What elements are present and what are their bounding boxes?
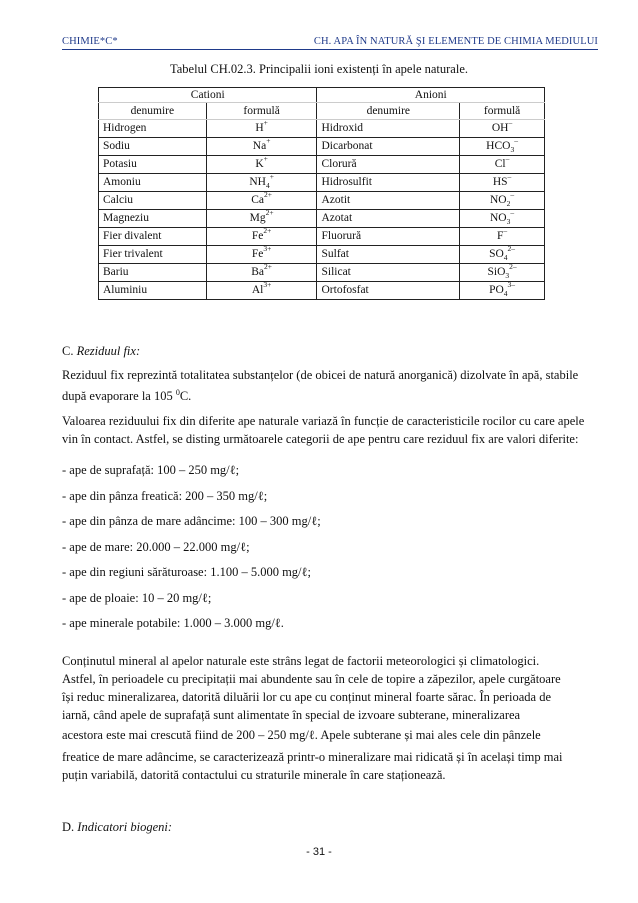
header-right: CH. APA ÎN NATURĂ ŞI ELEMENTE DE CHIMIA MEDIULUI — [313, 36, 598, 47]
anion-name-cell: Silicat — [317, 264, 460, 282]
p2-text: Valoarea reziduului fix din diferite ape naturale variază în funcție de caracteristicile rocilor cu care apele vin în contact. Astfel, se disting următoarele categorii de ape pentru care reziduul fix are valori diferite: — [62, 414, 585, 446]
section-c — [62, 342, 598, 360]
list-item: - ape de mare: 20.000 – 22.000 mg/ℓ; — [62, 539, 250, 554]
cation-formula-cell: K+ — [206, 156, 317, 174]
table-row — [99, 228, 545, 246]
p3-line: acestora este mai crescută fiind de 200 – 250 mg/ℓ. Apele subterane și mai ales cele din pânzele — [62, 728, 541, 742]
cation-formula-cell: $Al^{3+}$ — [206, 282, 317, 300]
anion-name-cell: Fluorură — [317, 228, 460, 246]
cation-name-cell: Bariu — [99, 264, 207, 282]
section-d-letter: D. — [62, 820, 75, 834]
anion-formula-cell: SiO$_3^{2-}$ — [460, 264, 545, 282]
table-row — [99, 246, 545, 264]
p3-line: Astfel, în perioadele cu precipitații mai abundente sau în cele de topire a zăpezilor, apele curgătoare — [62, 672, 561, 686]
p3-line: își reduc mineralizarea, datorită diluării lor cu ape cu conținut mineral foarte sărac. În perioada de — [62, 690, 552, 704]
cation-formula-cell: $Ba^{2+}$ — [206, 264, 317, 282]
list-item: - ape de ploaie: 10 – 20 mg/ℓ; — [62, 590, 212, 605]
cations-group-header: Cationi — [99, 88, 317, 103]
cation-name-cell: Sodiu — [99, 138, 207, 156]
anion-name-cell: Clorură — [317, 156, 460, 174]
cation-formula-cell: $NH_4^+$ — [206, 174, 317, 192]
table-row — [99, 282, 545, 300]
cation-name-header: denumire — [99, 103, 207, 120]
table-row — [99, 264, 545, 282]
cation-formula-cell: $Mg^{2+}$ — [206, 210, 317, 228]
table-row — [99, 156, 545, 174]
anion-formula-cell: $SO_4^{2-}$ — [460, 246, 545, 264]
anion-formula-cell: $NO_2^-$ — [460, 192, 545, 210]
anions-group-header: Anioni — [317, 88, 545, 103]
page-number: - 31 - — [306, 846, 332, 858]
header-left: CHIMIE*C* — [62, 36, 118, 47]
anion-name-cell: Hidroxid — [317, 120, 460, 138]
table-row — [99, 174, 545, 192]
anion-name-cell: Azotat — [317, 210, 460, 228]
residue-list — [62, 462, 598, 641]
running-header — [62, 36, 598, 50]
cation-name-cell: Potasiu — [99, 156, 207, 174]
section-d-title: Indicatori biogeni: — [77, 820, 173, 834]
cation-formula-cell: $Ca^{2+}$ — [206, 192, 317, 210]
ions-table — [98, 87, 545, 300]
p3-line: puțin variabilă, datorită contactului cu straturile minerale în care staționează. — [62, 768, 446, 782]
cation-name-cell: Amoniu — [99, 174, 207, 192]
paragraph-residue-definition — [62, 366, 598, 405]
cation-name-cell: Calciu — [99, 192, 207, 210]
section-c-heading — [62, 342, 598, 360]
paragraph-residue-values — [62, 412, 598, 448]
cation-name-cell: Magneziu — [99, 210, 207, 228]
paragraph-mineral-content — [62, 652, 598, 784]
cation-formula-cell: $Fe^{2+}$ — [206, 228, 317, 246]
table-row — [99, 120, 545, 138]
section-c-title: Reziduul fix: — [76, 344, 141, 358]
p3-line: freatice de mare adâncime, se caracterizează printr-o mineralizare mai ridicată și în același timp mai — [62, 750, 563, 764]
cation-name-cell: Fier trivalent — [99, 246, 207, 264]
table-row — [99, 210, 545, 228]
section-c-letter: C. — [62, 344, 74, 358]
anion-formula-cell: $HCO_3^-$ — [460, 138, 545, 156]
anion-name-header: denumire — [317, 103, 460, 120]
cation-name-cell: Aluminiu — [99, 282, 207, 300]
anion-name-cell: Ortofosfat — [317, 282, 460, 300]
anion-formula-cell: $NO_3^-$ — [460, 210, 545, 228]
anion-formula-header: formulă — [460, 103, 545, 120]
list-item: - ape minerale potabile: 1.000 – 3.000 mg/ℓ. — [62, 616, 284, 630]
list-item: - ape din pânza de mare adâncime: 100 – 300 mg/ℓ; — [62, 514, 321, 528]
anion-name-cell: Hidrosulfit — [317, 174, 460, 192]
anion-formula-cell: $PO_4^{3-}$ — [460, 282, 545, 300]
list-item: - ape din pânza freatică: 200 – 350 mg/ℓ; — [62, 488, 268, 503]
table-row — [99, 138, 545, 156]
cation-formula-cell: Na+ — [206, 138, 317, 156]
anion-name-cell: Dicarbonat — [317, 138, 460, 156]
cation-formula-cell: H+ — [206, 120, 317, 138]
cation-name-cell: Hidrogen — [99, 120, 207, 138]
anion-formula-cell: OH– — [460, 120, 545, 138]
section-d — [62, 818, 598, 836]
p3-line: iarnă, când apele de suprafață sunt alimentate în special de izvoare subterane, mineralizarea — [62, 708, 521, 722]
list-item: - ape din regiuni sărăturoase: 1.100 – 5.000 mg/ℓ; — [62, 565, 311, 579]
anion-formula-cell: Cl– — [460, 156, 545, 174]
anion-formula-cell: F– — [460, 228, 545, 246]
p1-unit: C. — [179, 389, 192, 404]
anion-name-cell: Azotit — [317, 192, 460, 210]
degree-superscript: 0 — [175, 388, 180, 397]
table-row — [99, 192, 545, 210]
p3-line: Conținutul mineral al apelor naturale este strâns legat de factorii meteorologici și climatologici. — [62, 654, 540, 668]
p1-text: Reziduul fix reprezintă totalitatea substanțelor (de obicei de natură anorganică) dizolvate în apă, stabile după evaporare la 105 — [62, 368, 579, 404]
anion-name-cell: Sulfat — [317, 246, 460, 264]
cation-formula-cell: $Fe^{3+}$ — [206, 246, 317, 264]
anion-formula-cell: HS– — [460, 174, 545, 192]
section-d-heading — [62, 818, 598, 836]
cation-name-cell: Fier divalent — [99, 228, 207, 246]
table-caption: Tabelul CH.02.3. Principalii ioni existenți în apele naturale. — [169, 62, 468, 76]
ions-table-body — [99, 120, 545, 300]
list-item: - ape de suprafață: 100 – 250 mg/ℓ; — [62, 463, 240, 477]
cation-formula-header: formulă — [206, 103, 317, 120]
